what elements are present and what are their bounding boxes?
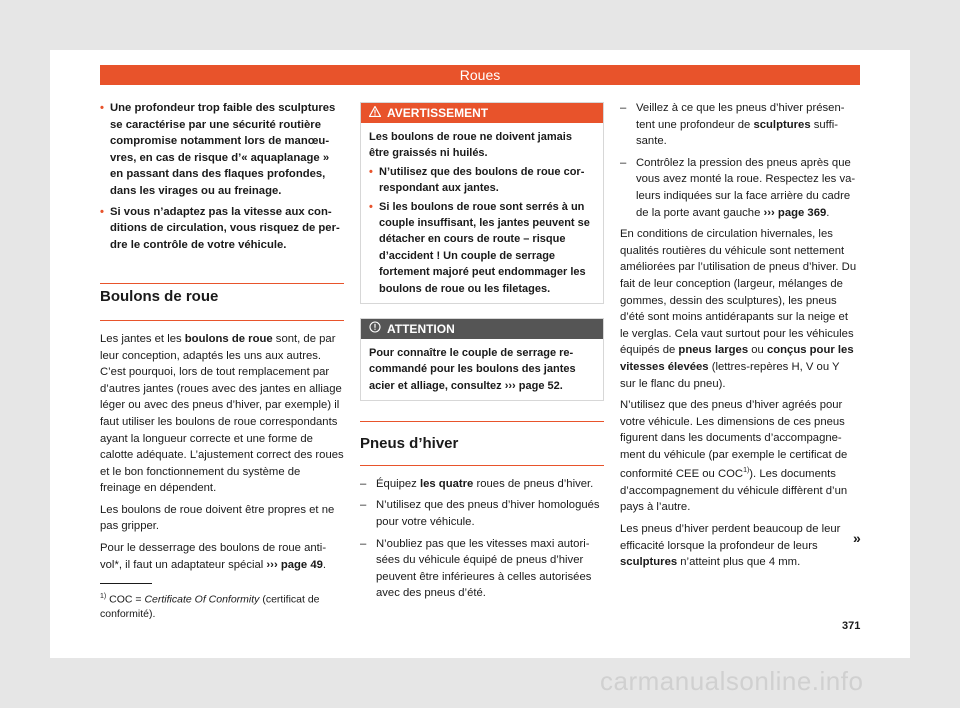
dash-item: – Veillez à ce que les pneus d’hiver présentent une profondeur de sculptures suffisante. — [620, 100, 858, 150]
dash-item: – N’utilisez que des pneus d’hiver homologués pour votre véhicule. — [360, 497, 604, 530]
paragraph: En conditions de circulation hivernales, les qualités routières du véhicule sont nettement améliorées par l’utilisation de pneus d’hiver. Du fait de leur conception (largeur, mélanges de gommes, dessin des sculptures), les pneus d’été sont moins antidérapants sur la neige et le verglas. Cela vaut surtout pour les véhicules équipés de pneus larges ou conçus pour les vitesses élevées (lettres-repères H, V ou Y sur le flanc du pneu). — [620, 228, 857, 390]
warning-box — [360, 102, 604, 304]
bullet-item: • Si vous n’adaptez pas la vitesse aux conditions de circulation, vous risquez de perdre le contrôle de votre véhicule. — [100, 204, 344, 254]
page-link[interactable]: ››› page 369 — [763, 206, 827, 219]
bullet-item: • N’utilisez que des boulons de roue correspondant aux jantes. — [369, 164, 595, 197]
footnote-divider — [100, 583, 152, 584]
warning-continuation — [100, 100, 344, 253]
paragraph: Les boulons de roue doivent être propres et ne pas gripper. — [100, 503, 335, 533]
bullet-item: • Si les boulons de roue sont serrés à un couple insuffisant, les jantes peuvent se détacher en cours de route – risque d’accident ! Un couple de serrage fortement majoré peut endommager les boulons de roue ou les filetages. — [369, 199, 595, 297]
info-circle-icon — [369, 319, 381, 339]
column-3 — [620, 100, 858, 576]
watermark: carmanualsonline.info — [600, 666, 864, 696]
dash-item: – N’oubliez pas que les vitesses maxi autorisées du véhicule équipé de pneus d’hiver peuvent être inférieures à celles autorisées avec des pneus d’été. — [360, 536, 604, 602]
paragraph: Pour le desserrage des boulons de roue antivol*, il faut un adaptateur spécial ››› page 49. — [100, 542, 327, 571]
paragraph: N’utilisez que des pneus d’hiver agréés pour votre véhicule. Les dimensions de ces pneus figurent dans les documents d’accompagnement du véhicule (par exemple le certificat de conformité CEE ou COC$^{1)}$). Les documents d’accompagnement du véhicule diffèrent d’un pays à l’autre. — [620, 399, 848, 514]
continue-arrow-icon: » — [853, 530, 861, 546]
paragraph: Les pneus d’hiver perdent beaucoup de leur efficacité lorsque la profondeur de leurs sculptures n’atteint plus que 4 mm. — [620, 523, 841, 569]
dash-item: – Équipez les quatre roues de pneus d’hiver. — [360, 476, 604, 493]
footnote-ref[interactable]: 1) — [743, 467, 750, 475]
warning-title: AVERTISSEMENT — [387, 106, 489, 120]
paragraph: Les jantes et les boulons de roue sont, de par leur conception, adaptés les uns aux autres. C’est pourquoi, lors de tout remplacement par d’autres jantes (roues avec des jantes en alliage léger ou avec des pneus d’hiver, par exemple) il faut utiliser les boulons de roue correspondants ayant la longueur correcte et une forme de calotte adéquate. L’ajustement correct des roues et le bon fonctionnement du système de freinage en dépendent. — [100, 332, 344, 495]
page-link[interactable]: ››› page 49 — [266, 558, 323, 571]
section-title-boulons: Boulons de roue — [100, 285, 344, 321]
section-title-pneus: Pneus d’hiver — [360, 422, 604, 466]
dash-item: – Contrôlez la pression des pneus après que vous avez monté la roue. Respectez les valeurs indiquées sur la face arrière du cadre de la porte avant gauche ››› page 369. — [620, 155, 858, 221]
warning-triangle-icon — [369, 103, 381, 123]
column-1 — [100, 100, 344, 578]
bullet-item: • Une profondeur trop faible des sculptures se caractérise par une sécurité routière compromise notamment lors de manœuvres, en cas de risque d’« aquaplanage » en passant dans des flaques profondes, dans les virages ou au freinage. — [100, 100, 344, 200]
page-header: Roues — [100, 65, 860, 85]
warning-intro: Les boulons de roue ne doivent jamais être graissés ni huilés. — [369, 131, 572, 160]
attention-box: ATTENTION Pour connaître le couple de serrage recommandé pour les boulons des jantes acier et alliage, consultez ››› page 52. — [360, 318, 604, 401]
page-number: 371 — [842, 620, 861, 632]
column-2 — [360, 102, 604, 607]
attention-title: ATTENTION — [387, 322, 455, 337]
page-link[interactable]: ››› page 52 — [504, 379, 560, 392]
footnote: $^{1)}$ COC = Certificate Of Conformity (certificat de conformité). — [100, 593, 320, 620]
